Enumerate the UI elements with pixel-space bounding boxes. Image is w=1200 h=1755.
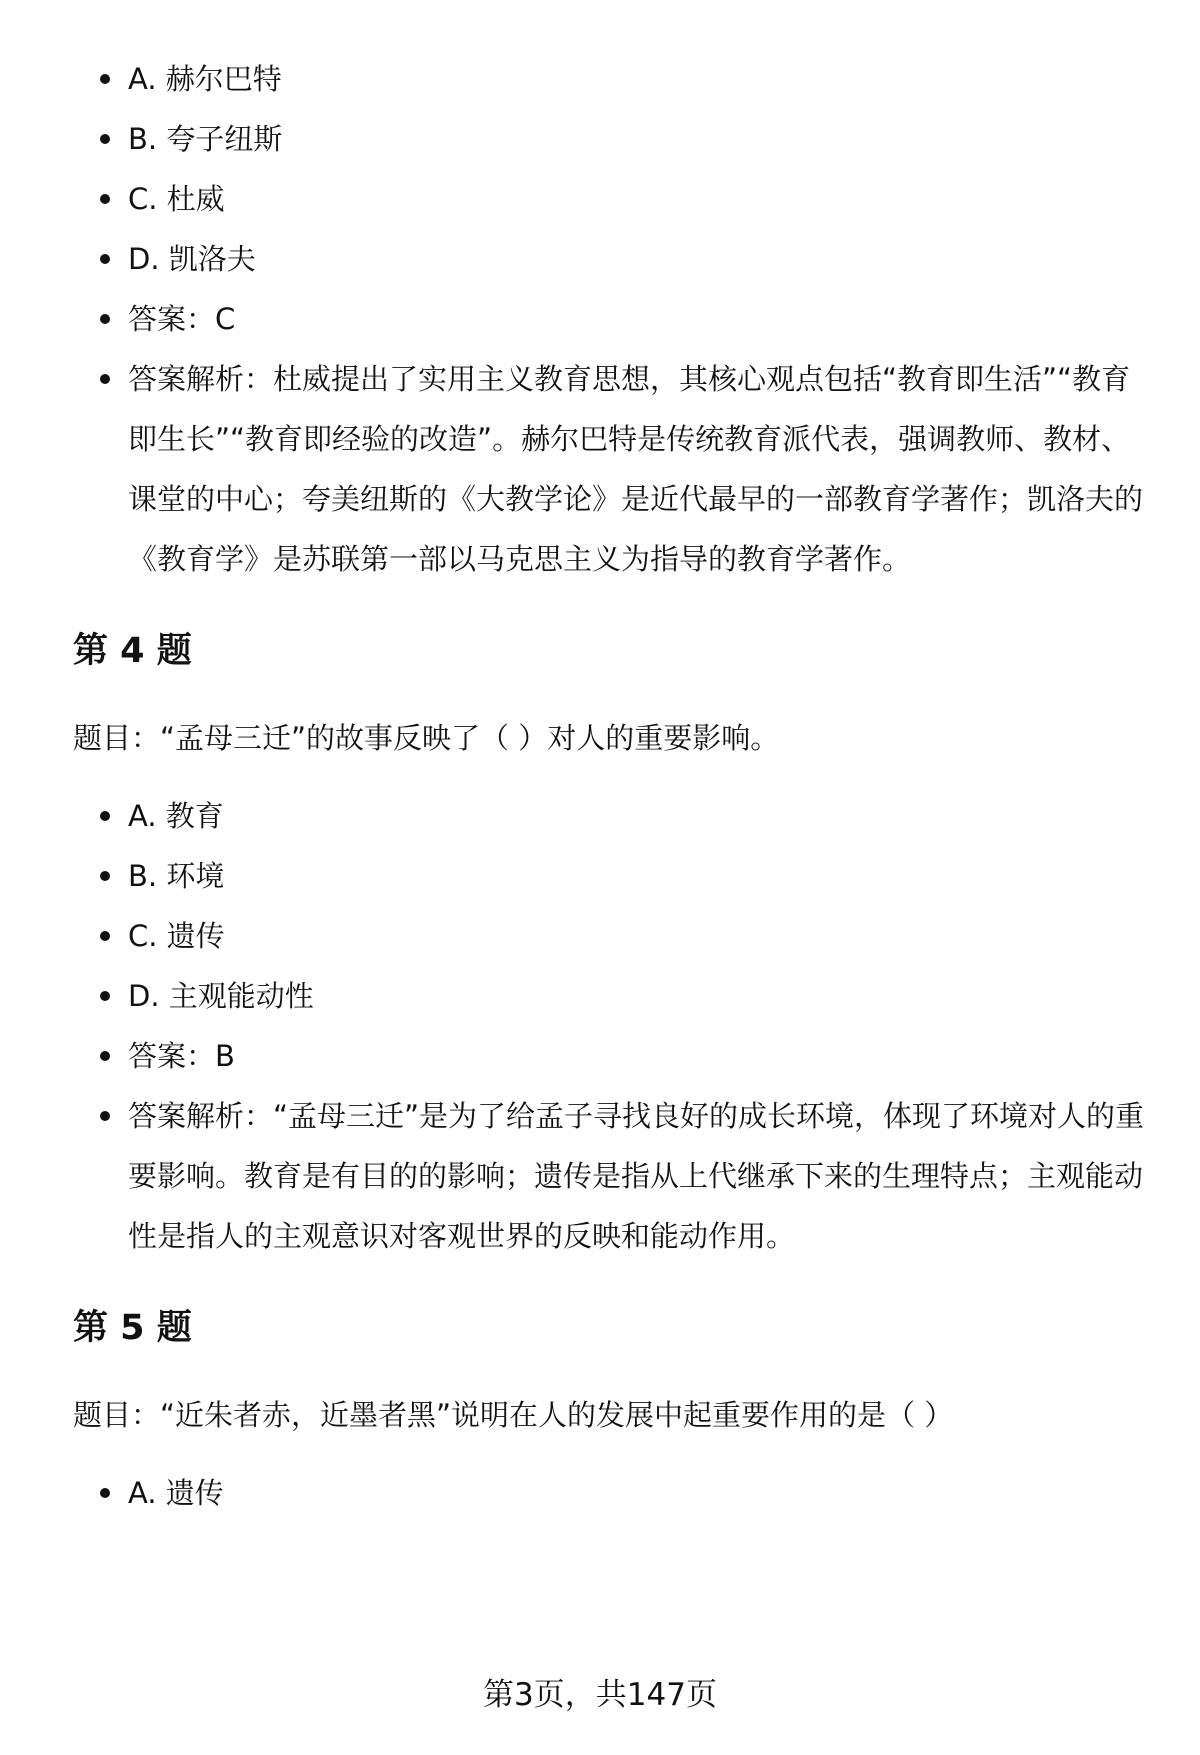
q4-analysis: 答案解析：“孟母三迁”是为了给孟子寻找良好的成长环境，体现了环境对人的重要影响。教育是有目的的影响；遗传是指从上代继承下来的生理特点；主观能动性是指人的主观意识对客观世界的反映和能动作用。 bbox=[73, 1086, 1153, 1266]
q3-option-b: B. 夸子纽斯 bbox=[73, 109, 1153, 169]
q3-option-c: C. 杜威 bbox=[73, 169, 1153, 229]
q3-option-list bbox=[73, 49, 1153, 589]
q4-answer: 答案：B bbox=[73, 1026, 1153, 1086]
q4-option-a: A. 教育 bbox=[73, 786, 1153, 846]
q4-heading: 第 4 题 bbox=[73, 631, 192, 671]
q5-option-list bbox=[73, 1463, 1153, 1523]
q3-answer: 答案：C bbox=[73, 289, 1153, 349]
page-content bbox=[73, 62, 1153, 1523]
q4-option-d: D. 主观能动性 bbox=[73, 966, 1153, 1026]
page-footer bbox=[0, 1670, 1200, 1720]
q4-option-c: C. 遗传 bbox=[73, 906, 1153, 966]
q4-option-list bbox=[73, 786, 1153, 1266]
q5-question: 题目：“近朱者赤，近墨者黑”说明在人的发展中起重要作用的是（ ） bbox=[73, 1398, 954, 1432]
q4-question: 题目：“孟母三迁”的故事反映了（ ）对人的重要影响。 bbox=[73, 721, 780, 755]
q5-option-a: A. 遗传 bbox=[73, 1463, 1153, 1523]
q4-option-b: B. 环境 bbox=[73, 846, 1153, 906]
q3-analysis: 答案解析：杜威提出了实用主义教育思想，其核心观点包括“教育即生活”“教育即生长”“教育即经验的改造”。赫尔巴特是传统教育派代表，强调教师、教材、课堂的中心；夸美纽斯的《大教学论》是近代最早的一部教育学著作；凯洛夫的《教育学》是苏联第一部以马克思主义为指导的教育学著作。 bbox=[73, 349, 1153, 589]
q5-heading: 第 5 题 bbox=[73, 1308, 192, 1348]
q3-option-d: D. 凯洛夫 bbox=[73, 229, 1153, 289]
q3-option-a: A. 赫尔巴特 bbox=[73, 49, 1153, 109]
page-indicator: 第3页，共147页 bbox=[483, 1677, 717, 1713]
